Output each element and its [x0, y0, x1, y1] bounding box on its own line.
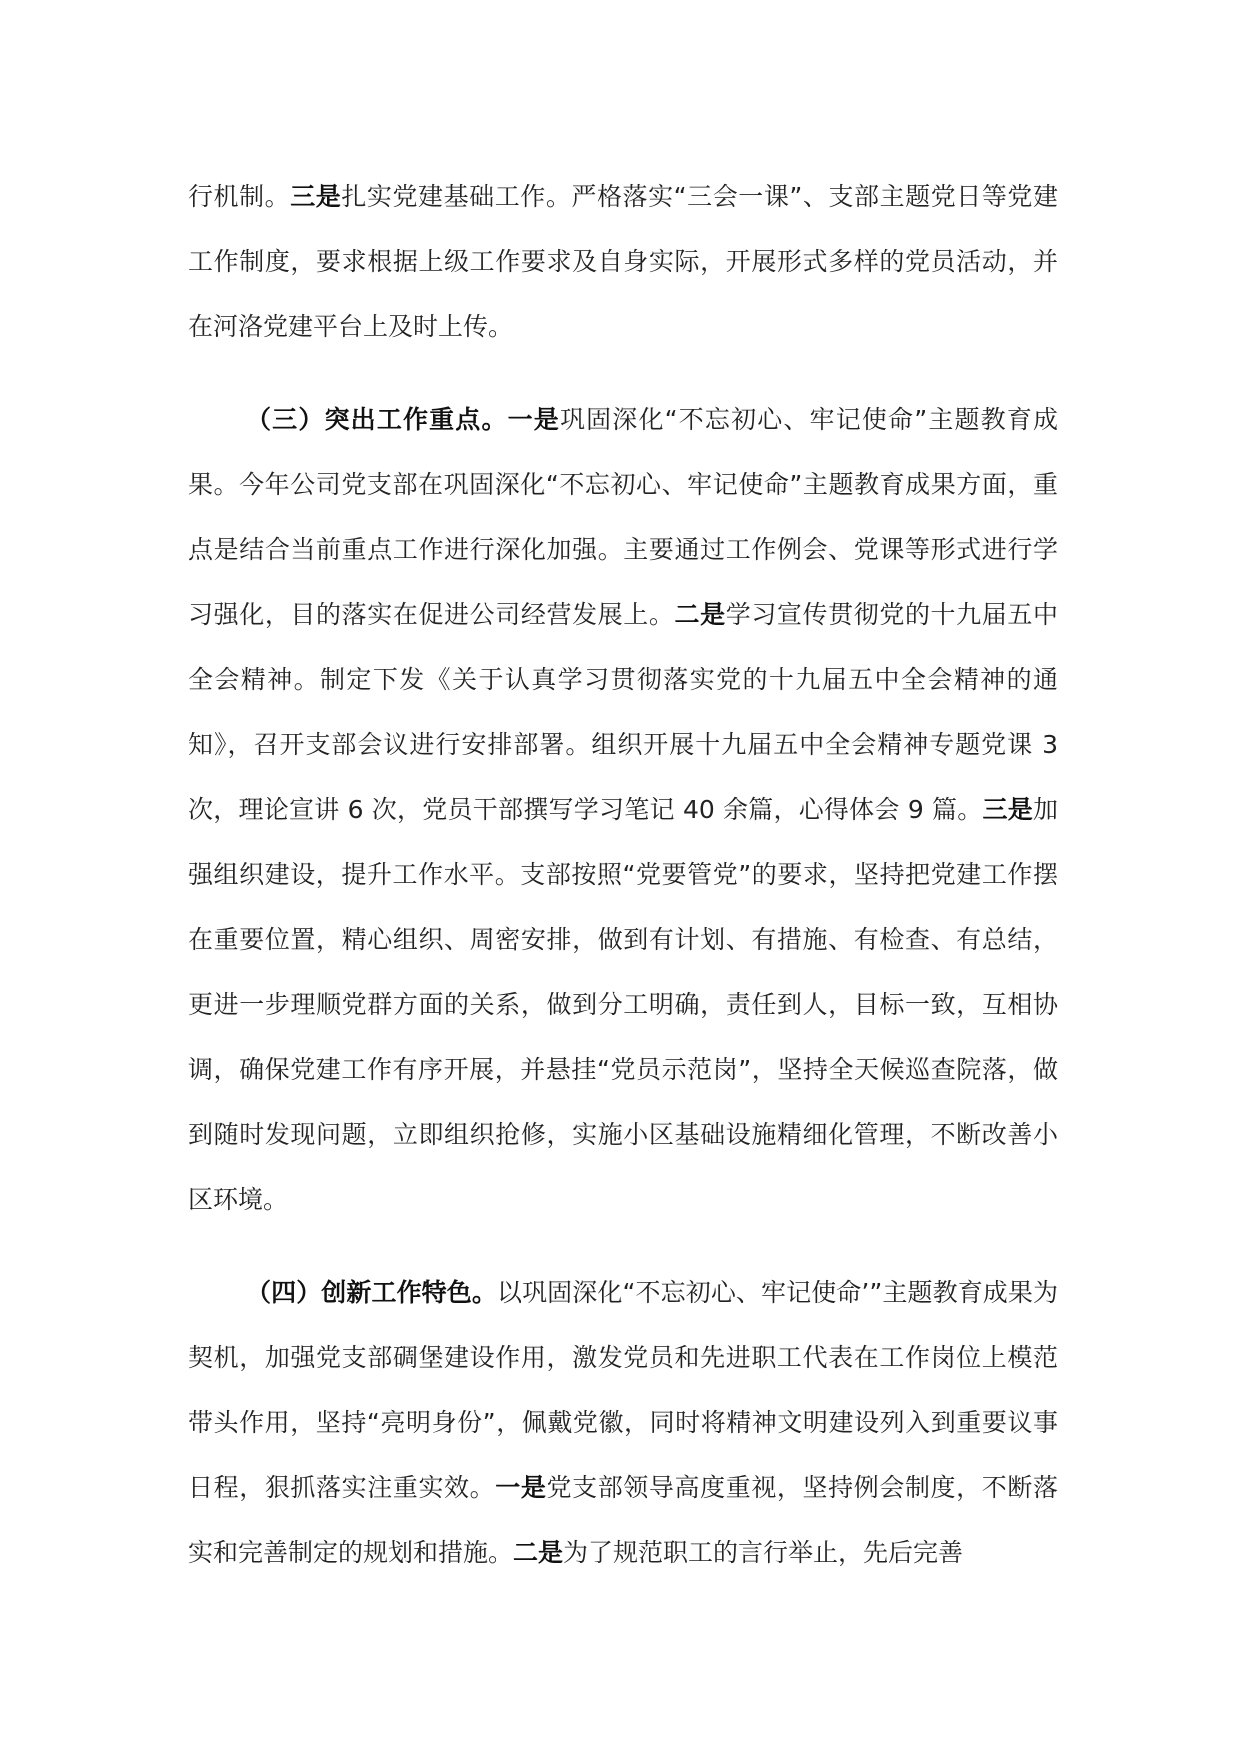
- paragraph-2-bold-sanshi: 三是: [982, 795, 1033, 824]
- paragraph-gap: [188, 359, 1058, 387]
- document-body: [188, 164, 1058, 1585]
- paragraph-2: [188, 387, 1058, 1232]
- paragraph-3-segment-4: 党支部领导高度重视，坚持例会制度，不断落实和完善制定的规划和措施。: [188, 1473, 1058, 1567]
- paragraph-2-heading: （三）突出工作重点。一是: [246, 405, 560, 434]
- paragraph-1-segment-1: 行机制。: [188, 182, 291, 211]
- paragraph-2-segment-4: 学习宣传贯彻党的十九届五中全会精神。制定下发《关于认真学习贯彻落实党的十九届五中全会精神的通知》，召开支部会议进行安排部署。组织开展十九届五中全会精神专题党课 3 次，理论宣讲 6 次，党员干部撰写学习笔记 40 余篇，心得体会 9 篇。: [188, 600, 1058, 824]
- paragraph-2-bold-ershi: 二是: [674, 600, 726, 629]
- paragraph-3-segment-2: 以巩固深化“不忘初心、牢记使命’”主题教育成果为契机，加强党支部碉堡建设作用，激发党员和先进职工代表在工作岗位上模范带头作用，坚持“亮明身份”，佩戴党徽，同时将精神文明建设列入到重要议事日程，狠抓落实注重实效。: [188, 1278, 1058, 1502]
- paragraph-3: [188, 1260, 1058, 1585]
- paragraph-1-bold-sanshi: 三是: [290, 182, 342, 211]
- paragraph-2-segment-2: 巩固深化“不忘初心、牢记使命”主题教育成果。今年公司党支部在巩固深化“不忘初心、牢记使命”主题教育成果方面，重点是结合当前重点工作进行深化加强。主要通过工作例会、党课等形式进行学习强化，目的落实在促进公司经营发展上。: [188, 405, 1058, 629]
- paragraph-1: [188, 164, 1058, 359]
- paragraph-3-bold-yishi: 一是: [495, 1473, 547, 1502]
- paragraph-2-segment-6: 加强组织建设，提升工作水平。支部按照“党要管党”的要求，坚持把党建工作摆在重要位置，精心组织、周密安排，做到有计划、有措施、有检查、有总结，更进一步理顺党群方面的关系，做到分工明确，责任到人，目标一致，互相协调，确保党建工作有序开展，并悬挂“党员示范岗”，坚持全天候巡查院落，做到随时发现问题，立即组织抢修，实施小区基础设施精细化管理，不断改善小区环境。: [188, 795, 1058, 1214]
- paragraph-gap: [188, 1232, 1058, 1260]
- paragraph-1-segment-3: 扎实党建基础工作。严格落实“三会一课”、支部主题党日等党建工作制度，要求根据上级工作要求及自身实际，开展形式多样的党员活动，并在河洛党建平台上及时上传。: [188, 182, 1058, 341]
- paragraph-3-segment-6: 为了规范职工的言行举止，先后完善: [563, 1538, 964, 1567]
- paragraph-3-heading: （四）创新工作特色。: [246, 1278, 497, 1307]
- paragraph-3-bold-ershi: 二是: [513, 1538, 564, 1567]
